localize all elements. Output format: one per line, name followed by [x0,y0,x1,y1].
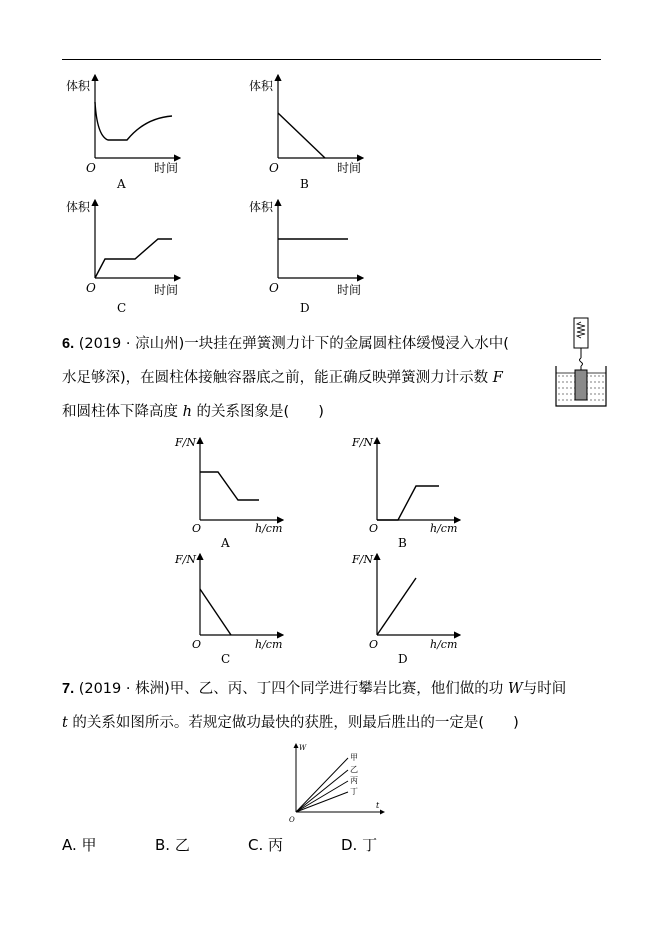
q6-line2 [62,366,503,387]
choice-a[interactable]: A. 甲 [62,836,97,854]
x-label-c: 时间 [154,283,179,297]
q6-graph-c [174,553,283,666]
q7-origin: O [289,816,295,824]
q6-text3a: 和圆柱体下降高度 [62,404,183,420]
q6-text3b: 的关系图象是( ) [191,404,324,420]
q6-y-label-b: F/N [352,436,373,449]
q6-text2: 水足够深)，在圆柱体接触容器底之前，能正确反映弹簧测力计示数 [62,370,493,386]
q6-curve-a [200,472,259,500]
q6-var-h: h [182,404,192,420]
origin-d: O [269,281,279,295]
graph-a [66,75,180,191]
label-ding: 丁 [350,787,358,796]
y-label-b: 体积 [249,79,274,93]
q7-choices [62,834,434,855]
caption-c: C [117,301,127,315]
work-time-graph [280,740,390,826]
q6-x-label-d: h/cm [430,638,458,651]
q6-curve-b [377,486,439,520]
graph-b [249,75,363,191]
line-ding [296,792,348,812]
q6-y-label-a: F/N [175,436,196,449]
q6-origin-d: O [369,638,379,651]
q6-caption-a: A [221,536,230,550]
line-jia [296,758,348,812]
label-bing: 丙 [350,776,358,785]
line-yi [296,770,348,812]
q6-var-f: F [492,370,503,386]
x-label-b: 时间 [337,161,362,175]
q7-number: 7. [62,681,75,697]
q7-line1 [62,677,566,698]
q6-number: 6. [62,336,75,352]
q6-y-label-d: F/N [352,553,373,566]
choice-b[interactable]: B. 乙 [155,836,190,854]
q6-curve-c [200,589,231,635]
caption-d: D [300,301,310,315]
y-label-d: 体积 [249,200,274,214]
q6-caption-b: B [398,536,407,550]
q7-line2 [62,711,519,732]
q7-text2: 的关系如图所示。若规定做功最快的获胜，则最后胜出的一定是( ) [67,715,519,731]
q7-x-label: t [376,801,380,810]
spring-scale-beaker-illustration [552,314,612,410]
label-yi: 乙 [350,765,358,774]
x-label-d: 时间 [337,283,362,297]
q7-var-w: W [507,681,523,697]
q7-y-label: W [299,744,307,752]
x-label-a: 时间 [154,161,179,175]
volume-time-graphs [0,0,661,330]
q6-line1 [62,332,509,353]
q6-caption-c: C [221,652,231,666]
q7-text1-tail: 与时间 [522,681,567,697]
q6-graph-a [174,436,283,550]
y-label-c: 体积 [66,200,91,214]
q6-source: (2019 · 凉山州) [78,336,185,352]
caption-a: A [117,177,126,191]
label-jia: 甲 [350,753,358,762]
q6-origin-b: O [369,522,379,535]
graph-c [66,199,180,315]
caption-b: B [300,177,309,191]
q7-source: (2019 · 株洲) [78,681,170,697]
origin-a: O [86,161,96,175]
q6-y-label-c: F/N [175,553,196,566]
q6-graph-d [351,553,460,666]
origin-b: O [269,161,279,175]
q6-origin-a: O [192,522,202,535]
q7-text1: 甲、乙、丙、丁四个同学进行攀岩比赛，他们做的功 [169,681,508,697]
q7-var-t: t [62,715,68,731]
curve-a [95,102,172,140]
q6-origin-c: O [192,638,202,651]
choice-c[interactable]: C. 丙 [248,836,284,854]
origin-c: O [86,281,96,295]
q6-graph-b [351,436,460,550]
curve-c [95,239,172,278]
q6-text1: 一块挂在弹簧测力计下的金属圆柱体缓慢浸入水中( [184,336,509,352]
q6-x-label-b: h/cm [430,522,458,535]
graph-d [249,199,363,315]
choice-d[interactable]: D. 丁 [341,836,378,854]
q6-x-label-a: h/cm [255,522,283,535]
y-label-a: 体积 [66,79,91,93]
q6-curve-d [377,578,416,635]
curve-b [278,113,325,158]
q6-line3 [62,400,324,421]
q6-x-label-c: h/cm [255,638,283,651]
force-height-graphs [0,430,661,670]
q6-caption-d: D [398,652,408,666]
